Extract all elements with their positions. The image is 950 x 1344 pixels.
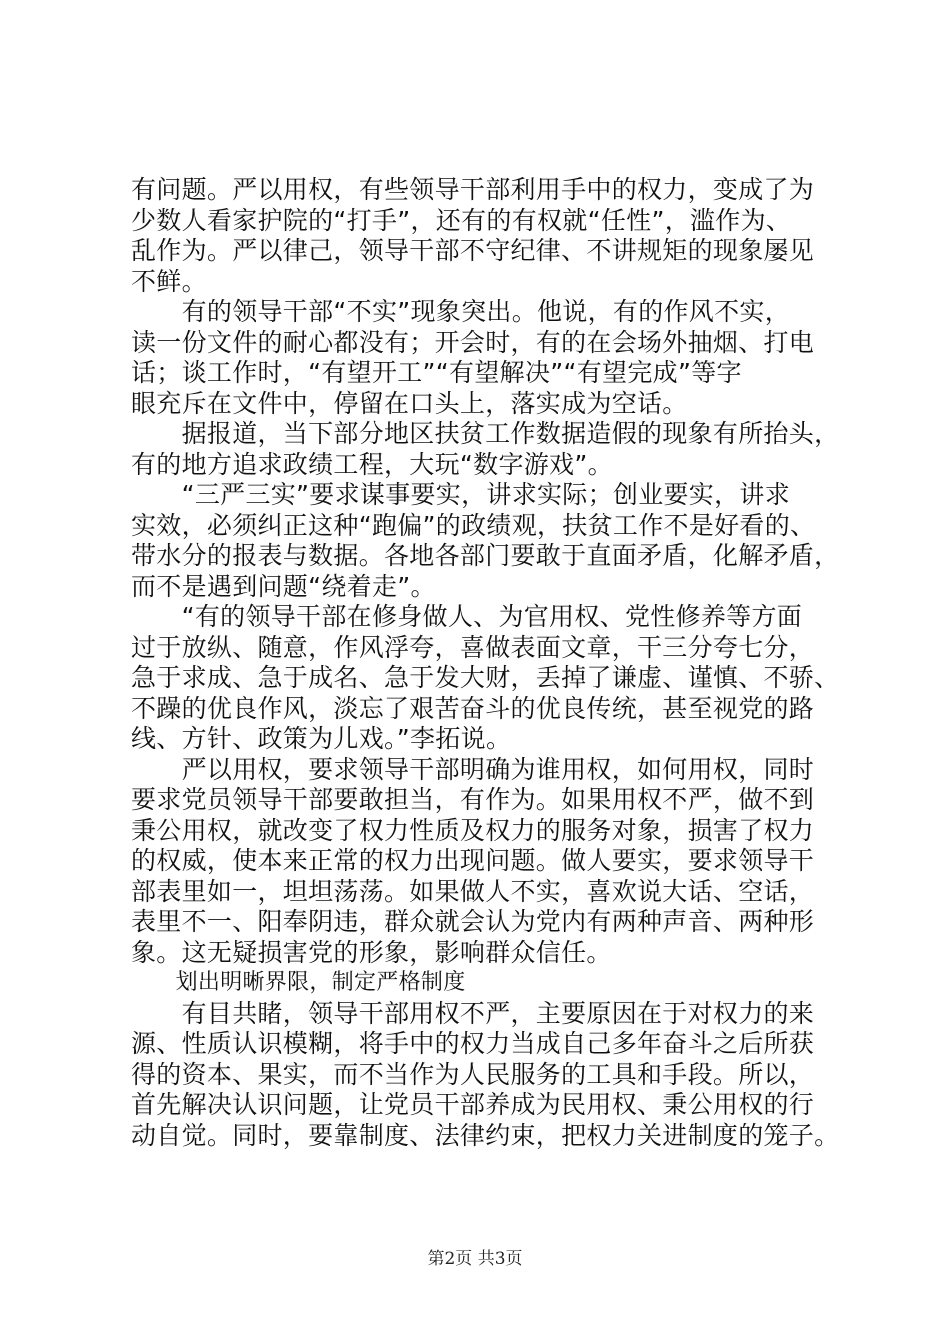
body-line: 源、性质认识模糊，将手中的权力当成自己多年奋斗之后所获: [131, 1029, 815, 1058]
body-line: 有问题。严以用权，有些领导干部利用手中的权力，变成了为: [131, 175, 815, 204]
body-line: 不躁的优良作风，淡忘了艰苦奋斗的优良传统，甚至视党的路: [131, 693, 815, 723]
body-line: 而不是遇到问题“绕着走”。: [131, 571, 436, 601]
body-line: 象。这无疑损害党的形象，影响群众信任。: [131, 937, 612, 967]
body-line: 急于求成、急于成名、急于发大财，丢掉了谦虚、谨慎、不骄、: [131, 663, 840, 692]
body-line: 秉公用权，就改变了权力性质及权力的服务对象，损害了权力: [131, 815, 815, 845]
document-body: [131, 175, 840, 1151]
body-line: 的权威，使本来正常的权力出现问题。做人要实，要求领导干: [131, 846, 815, 875]
body-line: 读一份文件的耐心都没有；开会时，有的在会场外抽烟、打电: [131, 327, 815, 357]
body-line: 动自觉。同时，要靠制度、法律约束，把权力关进制度的笼子。: [131, 1120, 840, 1150]
body-line: 带水分的报表与数据。各地各部门要敢于直面矛盾，化解矛盾，: [131, 541, 840, 570]
body-line: 据报道，当下部分地区扶贫工作数据造假的现象有所抬头，: [131, 419, 840, 448]
body-line: 眼充斥在文件中，停留在口头上，落实成为空话。: [131, 388, 688, 418]
body-line: 首先解决认识问题，让党员干部养成为民用权、秉公用权的行: [131, 1090, 815, 1119]
body-line: 严以用权，要求领导干部明确为谁用权，如何用权，同时: [131, 754, 815, 784]
section-heading: 划出明晰界限，制定严格制度: [131, 970, 466, 995]
body-line: 话；谈工作时，“有望开工”“有望解决”“有望完成”等字: [131, 358, 742, 387]
body-line: 得的资本、果实，而不当作为人民服务的工具和手段。所以，: [131, 1059, 815, 1089]
body-line: 不鲜。: [131, 266, 207, 296]
body-line: 表里不一、阳奉阴违，群众就会认为党内有两种声音、两种形: [131, 907, 815, 936]
body-line: 部表里如一，坦坦荡荡。如果做人不实，喜欢说大话、空话，: [131, 876, 815, 906]
body-line: 实效，必须纠正这种“跑偏”的政绩观，扶贫工作不是好看的、: [131, 510, 816, 540]
body-line: 要求党员领导干部要敢担当，有作为。如果用权不严，做不到: [131, 785, 815, 814]
body-line: 少数人看家护院的“打手”，还有的有权就“任性”，滥作为、: [131, 205, 792, 235]
body-line: “有的领导干部在修身做人、为官用权、党性修养等方面: [131, 602, 803, 631]
body-line: 乱作为。严以律己，领导干部不守纪律、不讲规矩的现象屡见: [131, 236, 815, 265]
body-line: “三严三实”要求谋事要实，讲求实际；创业要实，讲求: [131, 480, 791, 509]
body-line: 线、方针、政策为儿戏。”李拓说。: [131, 724, 512, 753]
body-line: 有目共睹，领导干部用权不严，主要原因在于对权力的来: [131, 998, 815, 1028]
body-line: 有的地方追求政绩工程，大玩“数字游戏”。: [131, 449, 613, 479]
page-footer: 第2页 共3页: [427, 1249, 523, 1269]
body-line: 有的领导干部“不实”现象突出。他说，有的作风不实，: [131, 297, 791, 326]
body-line: 过于放纵、随意，作风浮夸，喜做表面文章，干三分夸七分，: [131, 632, 815, 662]
